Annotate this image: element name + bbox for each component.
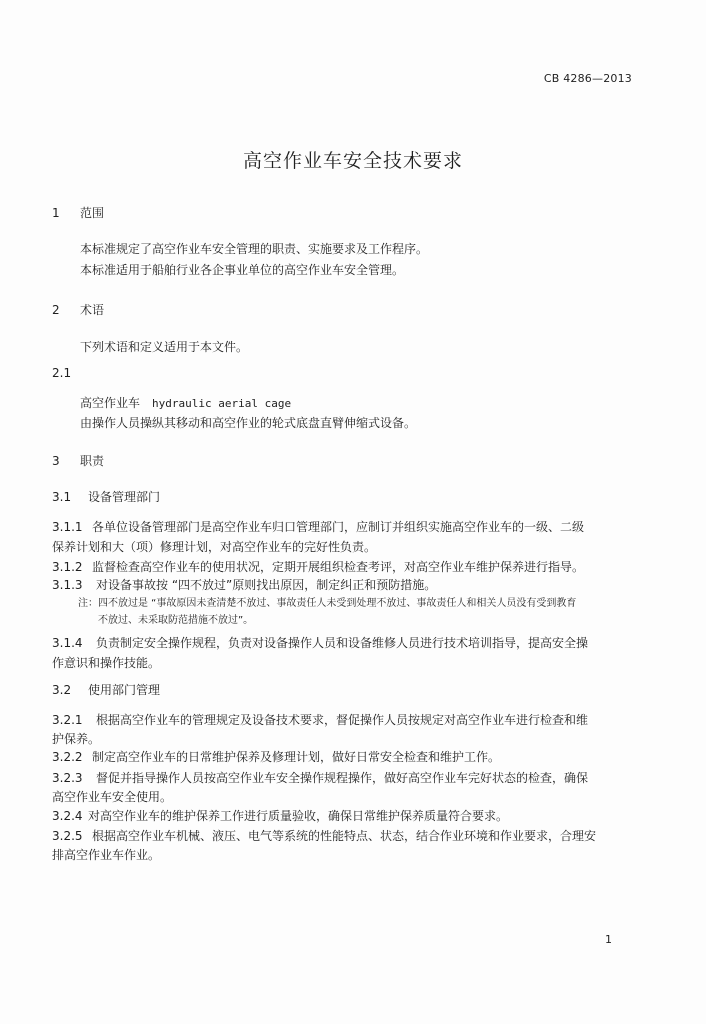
term-line xyxy=(80,395,291,412)
clause-continuation: 保养计划和大（项）修理计划，对高空作业车的完好性负责。 xyxy=(52,540,377,554)
term-en: hydraulic aerial cage xyxy=(152,397,292,410)
subsection-3-2-heading xyxy=(52,682,160,698)
clause-3-1-3 xyxy=(52,577,436,593)
clause-continuation: 护保养。 xyxy=(52,732,101,746)
clause-3-1-4 xyxy=(52,635,588,651)
clause-number: 3.2.5 xyxy=(52,829,83,843)
clause-number: 3.1.2 xyxy=(52,560,83,574)
section-title: 范围 xyxy=(80,206,105,220)
section-2-heading xyxy=(52,302,104,318)
clause-continuation: 排高空作业车作业。 xyxy=(52,848,161,862)
standard-number: CB 4286—2013 xyxy=(543,72,632,85)
clause-3-2-1 xyxy=(52,712,588,728)
clause-text: 各单位设备管理部门是高空作业车归口管理部门，应制订并组织实施高空作业车的一级、二级 xyxy=(92,520,585,534)
clause-text: 根据高空作业车的管理规定及设备技术要求，督促操作人员按规定对高空作业车进行检查和维 xyxy=(96,713,589,727)
clause-text: 督促并指导操作人员按高空作业车安全操作规程操作，做好高空作业车完好状态的检查，确保 xyxy=(96,771,589,785)
clause-number: 3.1.4 xyxy=(52,636,83,650)
term-cn: 高空作业车 xyxy=(80,396,141,410)
note-label: 注： xyxy=(78,598,98,609)
paragraph: 本标准规定了高空作业车安全管理的职责、实施要求及工作程序。 xyxy=(80,242,429,256)
clause-number: 3.2.1 xyxy=(52,713,83,727)
note-text: 四不放过是 “事故原因未查清楚不放过、事故责任人未受到处理不放过、事故责任人和相关人员没有受到教育 xyxy=(98,598,577,609)
page-number: 1 xyxy=(605,933,612,946)
section-title: 设备管理部门 xyxy=(88,490,161,504)
paragraph: 本标准适用于船舶行业各企事业单位的高空作业车安全管理。 xyxy=(80,263,405,277)
clause-text: 监督检查高空作业车的使用状况，定期开展组织检查考评，对高空作业车维护保养进行指导。 xyxy=(92,560,585,574)
clause-text: 根据高空作业车机械、液压、电气等系统的性能特点、状态，结合作业环境和作业要求，合理安 xyxy=(92,829,597,843)
section-title: 术语 xyxy=(80,303,105,317)
clause-text: 对高空作业车的维护保养工作进行质量验收，确保日常维护保养质量符合要求。 xyxy=(88,809,509,823)
clause-3-2-3 xyxy=(52,770,588,786)
clause-continuation: 作意识和操作技能。 xyxy=(52,656,161,670)
section-3-heading xyxy=(52,453,104,469)
clause-3-2-2 xyxy=(52,749,500,765)
clause-3-1-2 xyxy=(52,559,584,575)
clause-3-2-5 xyxy=(52,828,596,844)
section-number: 3 xyxy=(52,454,60,468)
clause-continuation: 高空作业车安全使用。 xyxy=(52,790,173,804)
clause-number: 3.2.4 xyxy=(52,809,83,823)
subsection-3-1-heading xyxy=(52,489,160,505)
section-title: 职责 xyxy=(80,454,105,468)
section-number: 2 xyxy=(52,303,60,317)
clause-number: 3.2.2 xyxy=(52,750,83,764)
clause-number: 3.1.1 xyxy=(52,520,83,534)
document-title: 高空作业车安全技术要求 xyxy=(242,150,463,172)
clause-3-1-1 xyxy=(52,519,584,535)
clause-text: 制定高空作业车的日常维护保养及修理计划，做好日常安全检查和维护工作。 xyxy=(92,750,501,764)
section-1-heading xyxy=(52,205,104,221)
clause-text: 对设备事故按 “四不放过”原则找出原因，制定纠正和预防措施。 xyxy=(96,578,437,592)
clause-number: 3.1.3 xyxy=(52,578,83,592)
clause-number: 2.1 xyxy=(52,366,72,380)
note-line xyxy=(78,597,576,611)
term-definition: 由操作人员操纵其移动和高空作业的轮式底盘直臂伸缩式设备。 xyxy=(80,416,417,430)
clause-number: 3.2.3 xyxy=(52,771,83,785)
section-number: 1 xyxy=(52,206,60,220)
clause-text: 负责制定安全操作规程，负责对设备操作人员和设备维修人员进行技术培训指导，提高安全操 xyxy=(96,636,589,650)
section-number: 3.1 xyxy=(52,490,72,504)
section-number: 3.2 xyxy=(52,683,72,697)
paragraph: 下列术语和定义适用于本文件。 xyxy=(80,340,249,354)
note-continuation: 不放过、未采取防范措施不放过”。 xyxy=(98,615,254,626)
section-title: 使用部门管理 xyxy=(88,683,161,697)
clause-3-2-4 xyxy=(52,808,508,824)
